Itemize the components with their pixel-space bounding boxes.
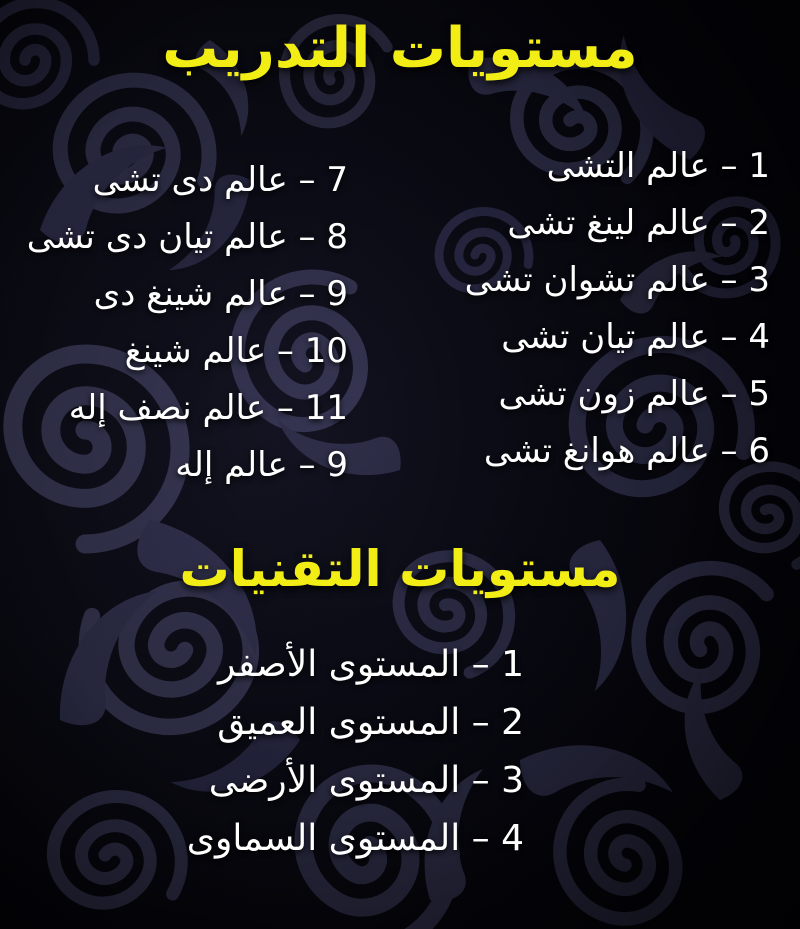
training-levels-title: مستويات التدريب [162,16,638,81]
training-levels-left-column [27,152,348,494]
training-level-item: 9 – عالم شينغ دى [93,274,348,314]
training-level-item: 3 – عالم تشوان تشى [464,260,770,300]
training-level-item: 10 – عالم شينغ [124,331,348,371]
training-level-item: 6 – عالم هوانغ تشى [483,431,770,471]
training-level-item: 2 – عالم لينغ تشى [507,203,770,243]
training-level-item: 9 – عالم إله [175,445,348,485]
training-levels-right-column [465,138,770,480]
training-level-item: 4 – عالم تيان تشى [501,317,770,357]
training-level-item: 8 – عالم تيان دى تشى [26,217,348,257]
technique-level-item: 1 – المستوى الأصفر [218,644,524,685]
technique-levels-title: مستويات التقنيات [179,540,621,598]
training-level-item: 7 – عالم دى تشى [92,160,348,200]
technique-levels-list [187,636,524,868]
technique-level-item: 3 – المستوى الأرضى [208,760,524,801]
technique-level-item: 2 – المستوى العميق [217,702,524,743]
training-level-item: 5 – عالم زون تشى [498,374,770,414]
training-level-item: 11 – عالم نصف إله [68,388,348,428]
technique-level-item: 4 – المستوى السماوى [186,818,524,859]
training-level-item: 1 – عالم التشى [546,146,770,186]
